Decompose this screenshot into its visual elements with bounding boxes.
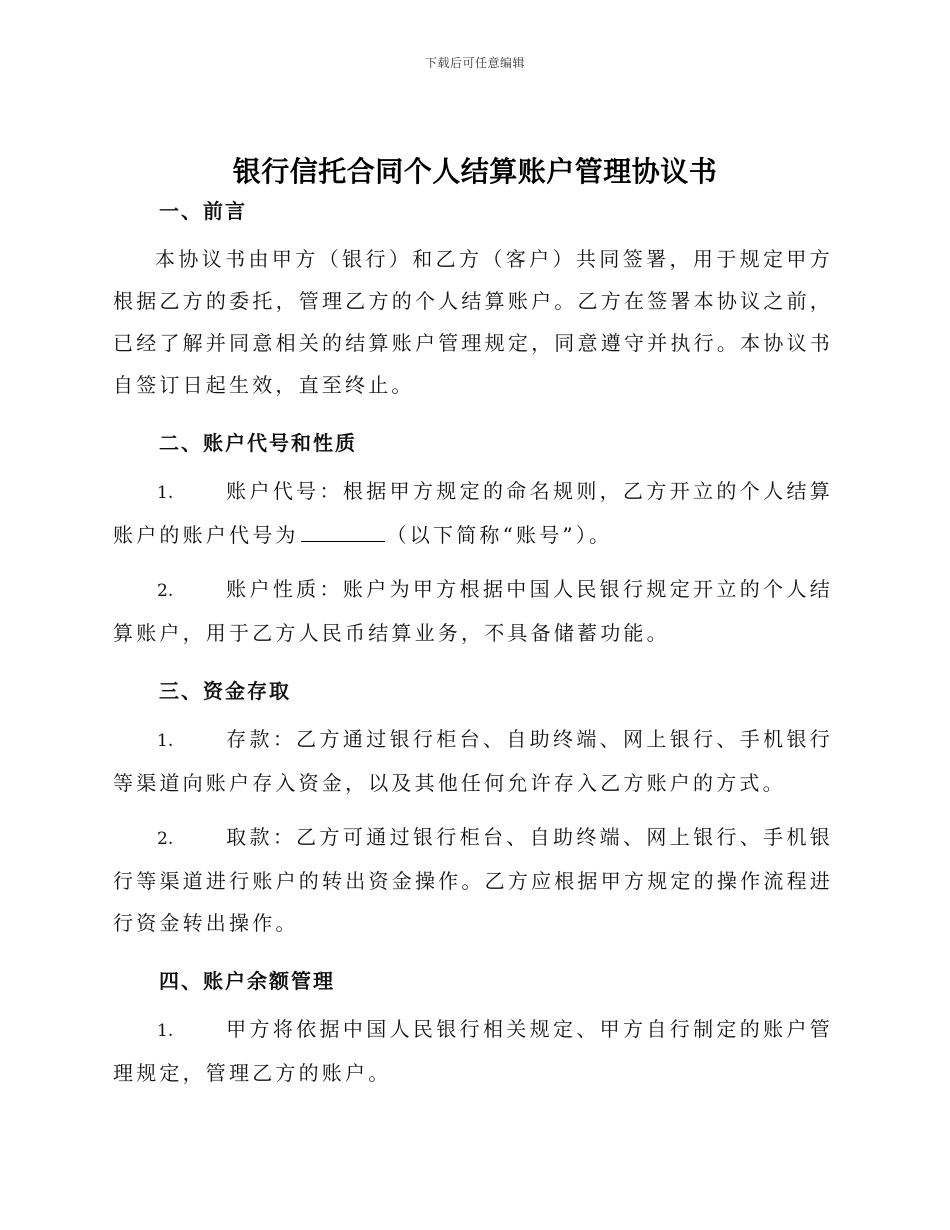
section-heading-preface: 一、前言 [159,199,247,223]
account-code-item [113,470,833,556]
withdrawal-item [113,816,833,944]
withdrawal-text: 取款：乙方可通过银行柜台、自助终端、网上银行、手机银行等渠道进行账户的转出资金操作。乙方应根据甲方规定的操作流程进行资金转出操作。 [113,825,833,935]
item-number: 1. [157,1021,174,1041]
section-heading-funds: 三、资金存取 [159,679,291,703]
section-heading-account-code: 二、账户代号和性质 [159,431,357,455]
item-number: 1. [157,731,174,751]
account-code-blank [301,523,385,542]
document-title: 银行信托合同个人结算账户管理协议书 [232,155,718,188]
account-nature-text: 账户性质：账户为甲方根据中国人民银行规定开立的个人结算账户，用于乙方人民币结算业务，不具备储蓄功能。 [113,577,833,645]
deposit-text: 存款：乙方通过银行柜台、自助终端、网上银行、手机银行等渠道向账户存入资金，以及其他任何允许存入乙方账户的方式。 [113,727,833,795]
account-nature-item [113,568,833,654]
section-heading-balance: 四、账户余额管理 [159,969,335,993]
account-code-text-before: 账户代号：根据甲方规定的命名规则，乙方开立的个人结算账户的账户代号为 [113,479,833,547]
document-body [113,196,833,1094]
item-number: 1. [157,483,174,503]
item-number: 2. [157,829,174,849]
item-number: 2. [157,581,174,601]
preface-paragraph: 本协议书由甲方（银行）和乙方（客户）共同签署，用于规定甲方根据乙方的委托，管理乙方的个人结算账户。乙方在签署本协议之前，已经了解并同意相关的结算账户管理规定，同意遵守并执行。本协议书自签订日起生效，直至终止。 [113,247,833,397]
account-code-text-after: （以下简称“账号”）。 [386,523,613,547]
deposit-item [113,718,833,804]
header-note: 下载后可任意编辑 [424,56,525,70]
balance-item [113,1008,833,1094]
balance-text: 甲方将依据中国人民银行相关规定、甲方自行制定的账户管理规定，管理乙方的账户。 [113,1017,833,1085]
